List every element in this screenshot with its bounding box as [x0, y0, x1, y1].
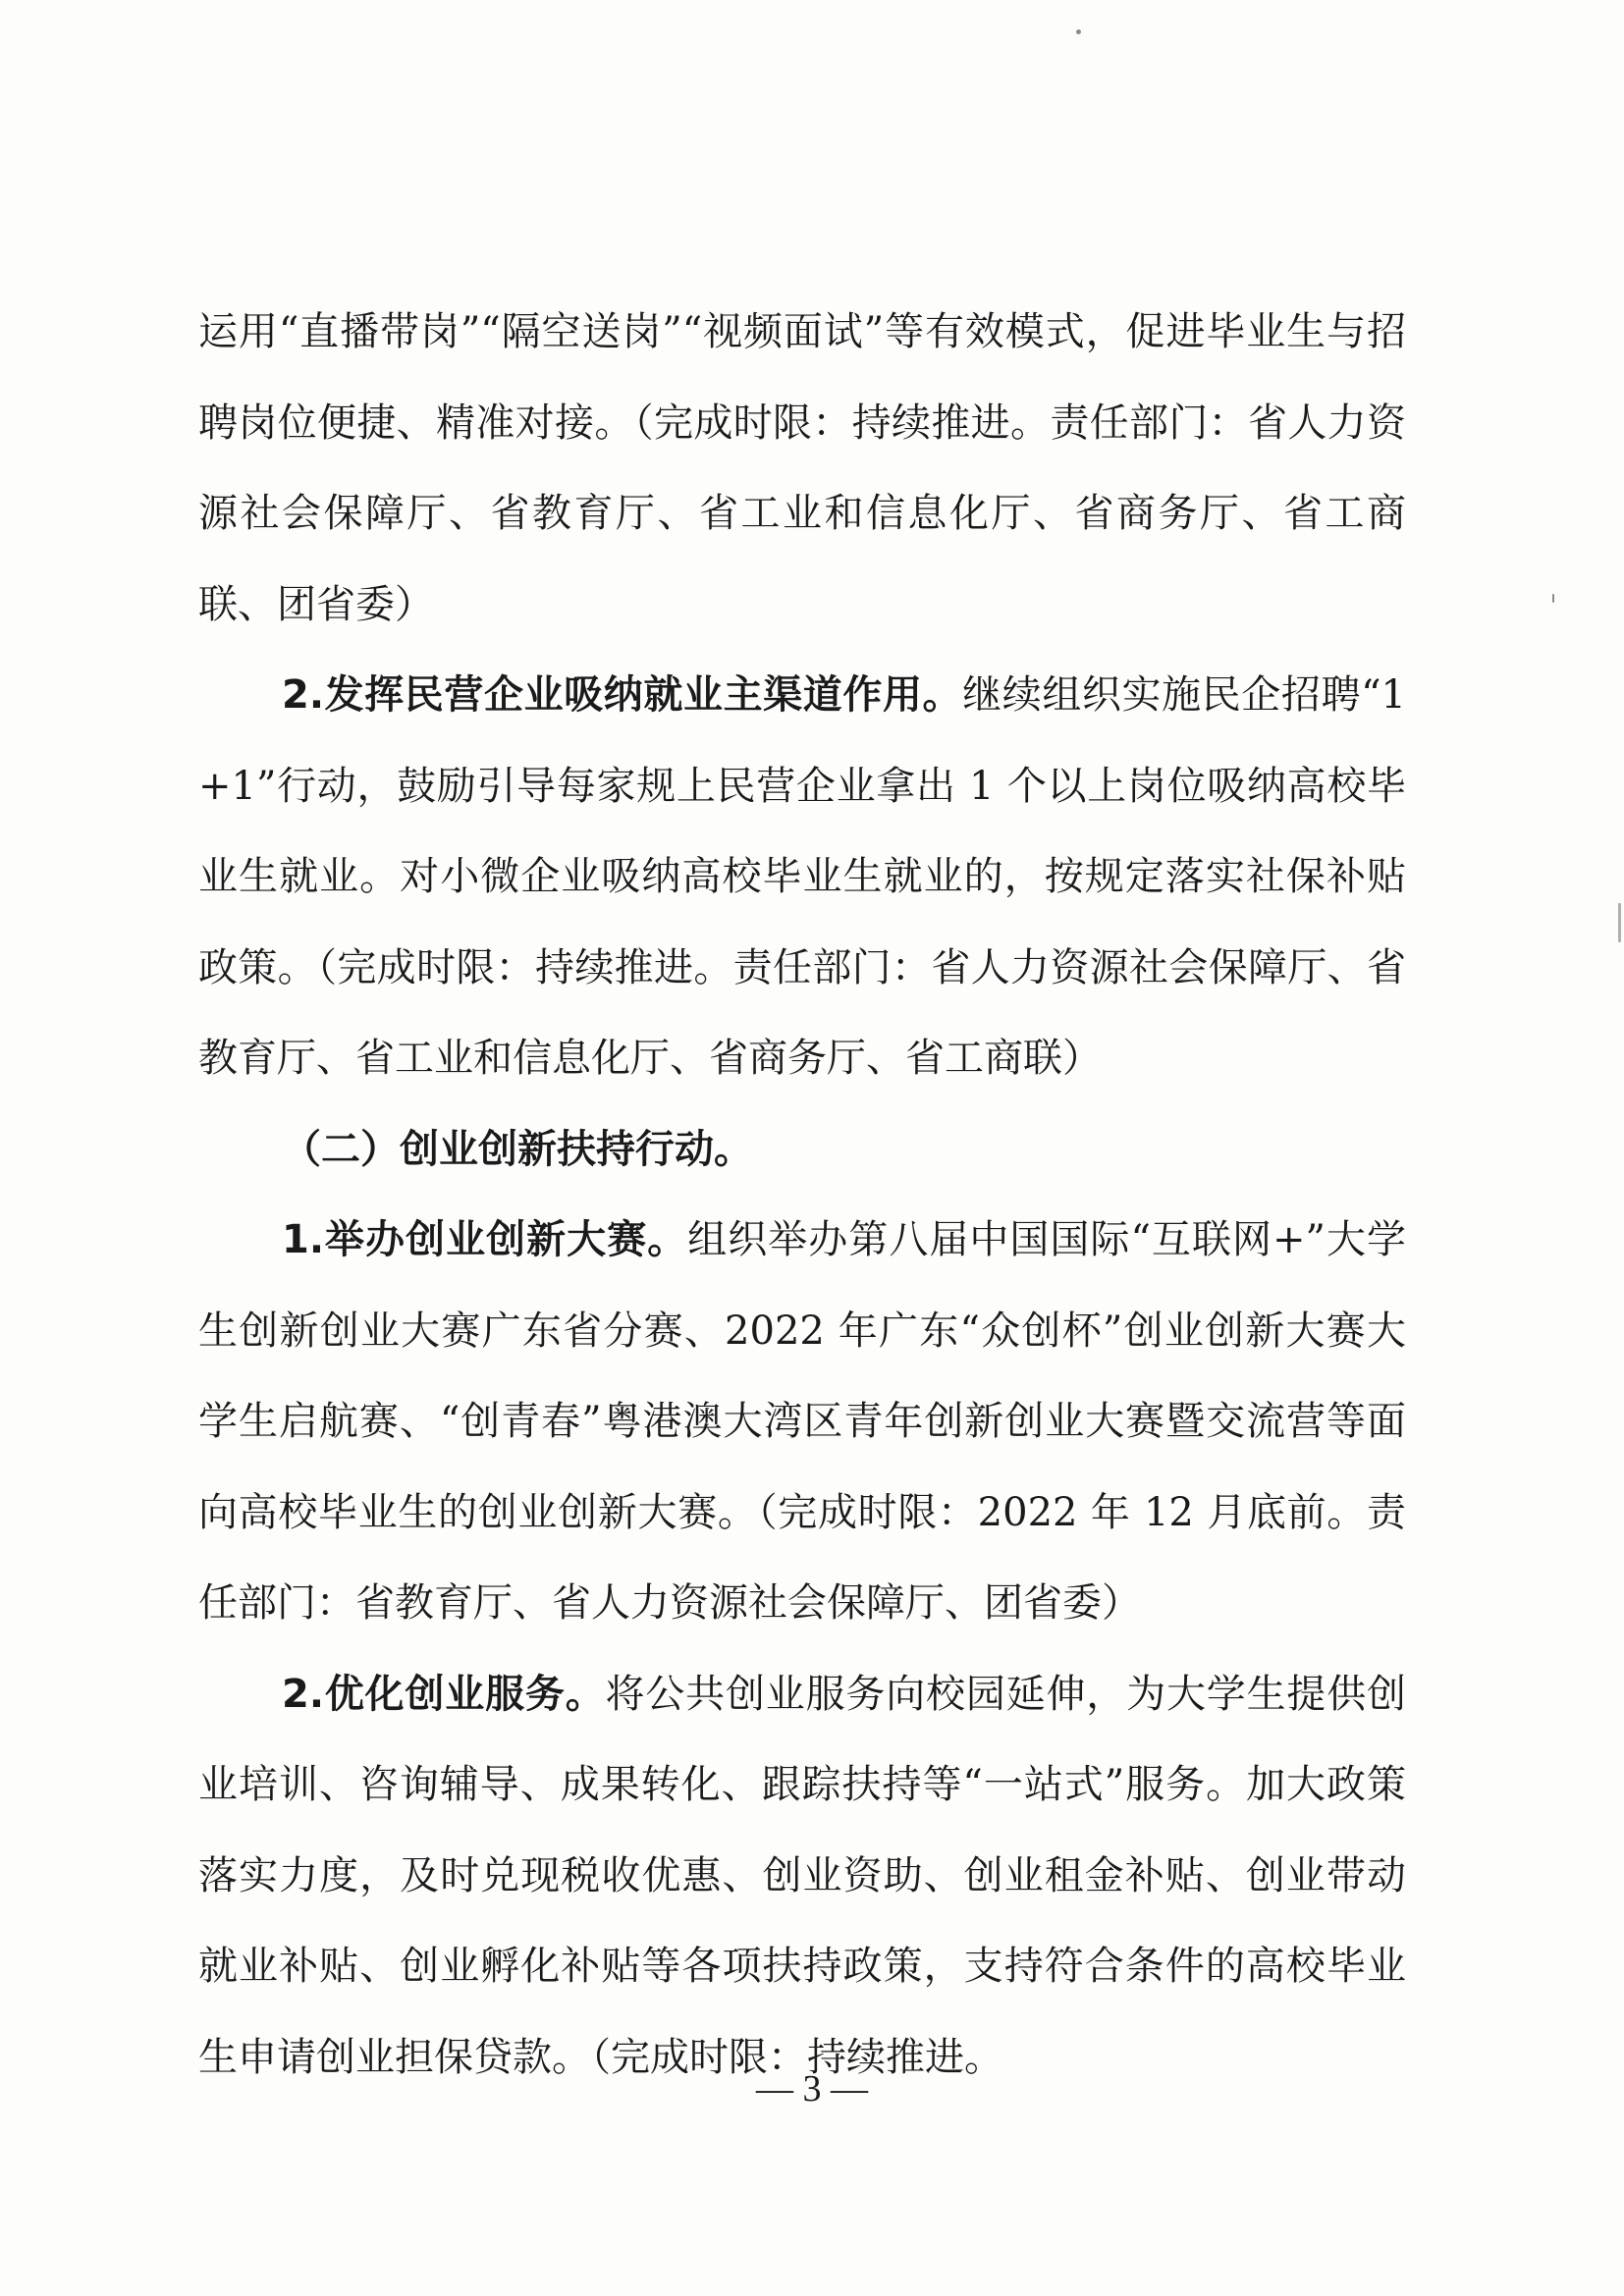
paragraph-text: 继续组织实施民企招聘“1+1”行动，鼓励引导每家规上民营企业拿出 1 个以上岗位吸纳高校毕业生就业。对小微企业吸纳高校毕业生就业的，按规定落实社保补贴政策。（完成时限：持续推进。责任部门：省人力资源社会保障厅、省教育厅、省工业和信息化厅、省商务厅、省工商联） — [198, 672, 1406, 1081]
page-number: — 3 — — [756, 2068, 868, 2109]
paragraph-competition — [198, 1195, 1406, 1649]
paragraph-startup-service — [198, 1649, 1406, 2104]
paragraph-text: 将公共创业服务向校园延伸，为大学生提供创业培训、咨询辅导、成果转化、跟踪扶持等“一站式”服务。加大政策落实力度，及时兑现税收优惠、创业资助、创业租金补贴、创业带动就业补贴、创业孵化补贴等各项扶持政策，支持符合条件的高校毕业生申请创业担保贷款。（完成时限：持续推进。 — [198, 1671, 1407, 2080]
document-body — [198, 287, 1406, 2103]
paragraph-lead: 1.举办创业创新大赛。 — [282, 1217, 688, 1262]
scan-speck — [1552, 594, 1554, 603]
paragraph-text: 运用“直播带岗”“隔空送岗”“视频面试”等有效模式，促进毕业生与招聘岗位便捷、精准对接。（完成时限：持续推进。责任部门：省人力资源社会保障厅、省教育厅、省工业和信息化厅、省商务厅、省工商联、团省委） — [198, 309, 1406, 627]
paragraph-lead: 2.优化创业服务。 — [282, 1671, 606, 1717]
scan-speck — [1076, 29, 1081, 34]
scan-speck — [1618, 903, 1621, 942]
paragraph-continued — [198, 287, 1406, 650]
section-heading: （二）创业创新扶持行动。 — [282, 1126, 753, 1172]
paragraph-text: 组织举办第八届中国国际“互联网+”大学生创新创业大赛广东省分赛、2022 年广东“众创杯”创业创新大赛大学生启航赛、“创青春”粤港澳大湾区青年创新创业大赛暨交流营等面向高校毕业生的创业创新大赛。（完成时限：2022 年 12 月底前。责任部门：省教育厅、省人力资源社会保障厅、团省委） — [198, 1217, 1406, 1626]
paragraph-private-enterprise — [198, 650, 1406, 1104]
paragraph-lead: 2.发挥民营企业吸纳就业主渠道作用。 — [282, 672, 963, 718]
